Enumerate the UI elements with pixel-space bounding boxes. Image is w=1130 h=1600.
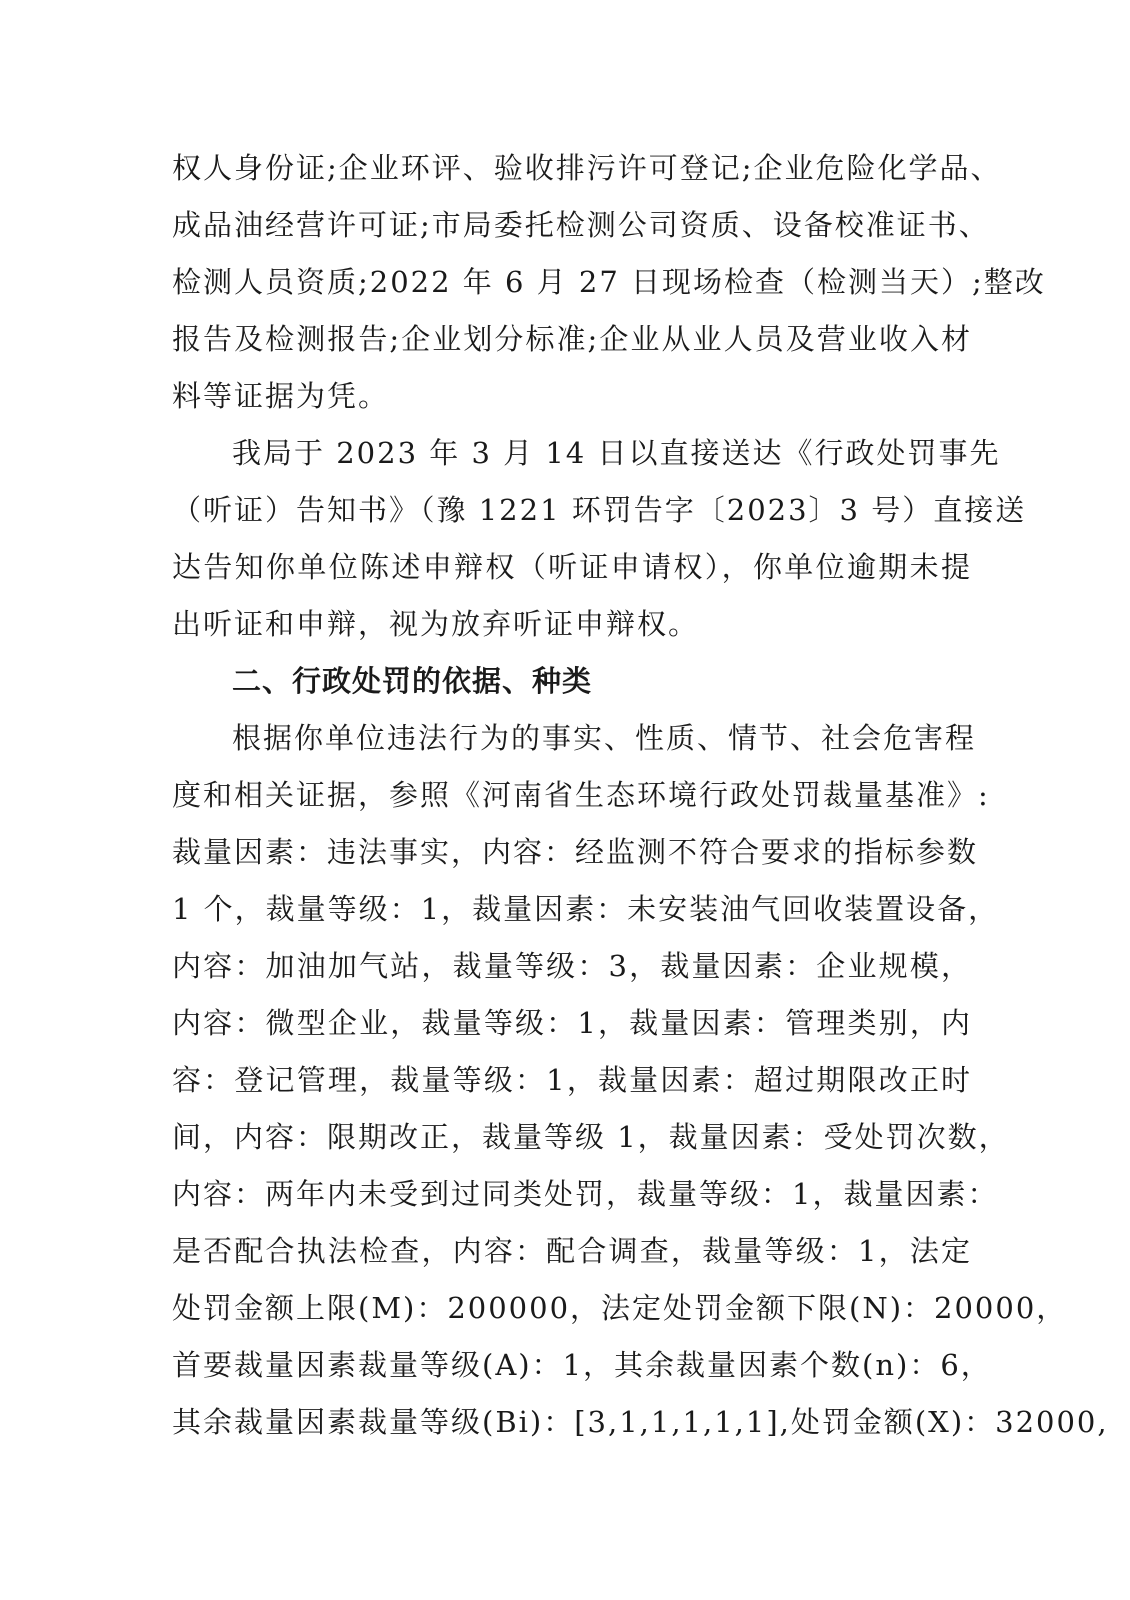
text-line: 是否配合执法检查，内容：配合调查，裁量等级：1，法定 <box>172 1234 972 1268</box>
text-line: 裁量因素：违法事实，内容：经监测不符合要求的指标参数 <box>172 835 979 869</box>
text-line: 出听证和申辩，视为放弃听证申辩权。 <box>172 607 700 641</box>
text-line: 权人身份证;企业环评、验收排污许可登记;企业危险化学品、 <box>172 151 1002 185</box>
text-line: 间，内容：限期改正，裁量等级 1，裁量因素：受处罚次数， <box>172 1120 1010 1154</box>
text-line: 内容：加油加气站，裁量等级：3，裁量因素：企业规模， <box>172 949 972 983</box>
text-line: （听证）告知书》（豫 1221 环罚告字〔2023〕3 号）直接送 <box>172 493 1027 527</box>
text-line: 处罚金额上限(M)：200000，法定处罚金额下限(N)：20000， <box>172 1291 1068 1325</box>
section-heading: 二、行政处罚的依据、种类 <box>232 664 593 698</box>
text-line: 检测人员资质;2022 年 6 月 27 日现场检查（检测当天）;整改 <box>172 265 1046 299</box>
text-line: 成品油经营许可证;市局委托检测公司资质、设备校准证书、 <box>172 208 990 242</box>
text-line: 料等证据为凭。 <box>172 379 390 413</box>
text-line: 内容：微型企业，裁量等级：1，裁量因素：管理类别，内 <box>172 1006 972 1040</box>
text-line: 达告知你单位陈述申辩权（听证申请权），你单位逾期未提 <box>172 550 972 584</box>
paragraph-basis <box>172 710 1109 1451</box>
paragraph-evidence <box>172 140 1046 425</box>
text-line: 根据你单位违法行为的事实、性质、情节、社会危害程 <box>232 721 977 755</box>
text-line: 容：登记管理，裁量等级：1，裁量因素：超过期限改正时 <box>172 1063 972 1097</box>
document-page <box>172 140 1109 1451</box>
text-line: 内容：两年内未受到过同类处罚，裁量等级：1，裁量因素： <box>172 1177 999 1211</box>
text-line: 首要裁量因素裁量等级(A)：1，其余裁量因素个数(n)：6， <box>172 1348 992 1382</box>
text-line: 度和相关证据，参照《河南省生态环境行政处罚裁量基准》: <box>172 778 990 812</box>
text-line: 我局于 2023 年 3 月 14 日以直接送达《行政处罚事先 <box>232 436 1001 470</box>
paragraph-notice <box>172 425 1027 653</box>
text-line: 其余裁量因素裁量等级(Bi)：[3,1,1,1,1,1],处罚金额(X)：32000, <box>172 1405 1109 1439</box>
text-line: 报告及检测报告;企业划分标准;企业从业人员及营业收入材 <box>172 322 972 356</box>
text-line: 1 个，裁量等级：1，裁量因素：未安装油气回收装置设备， <box>172 892 1000 926</box>
